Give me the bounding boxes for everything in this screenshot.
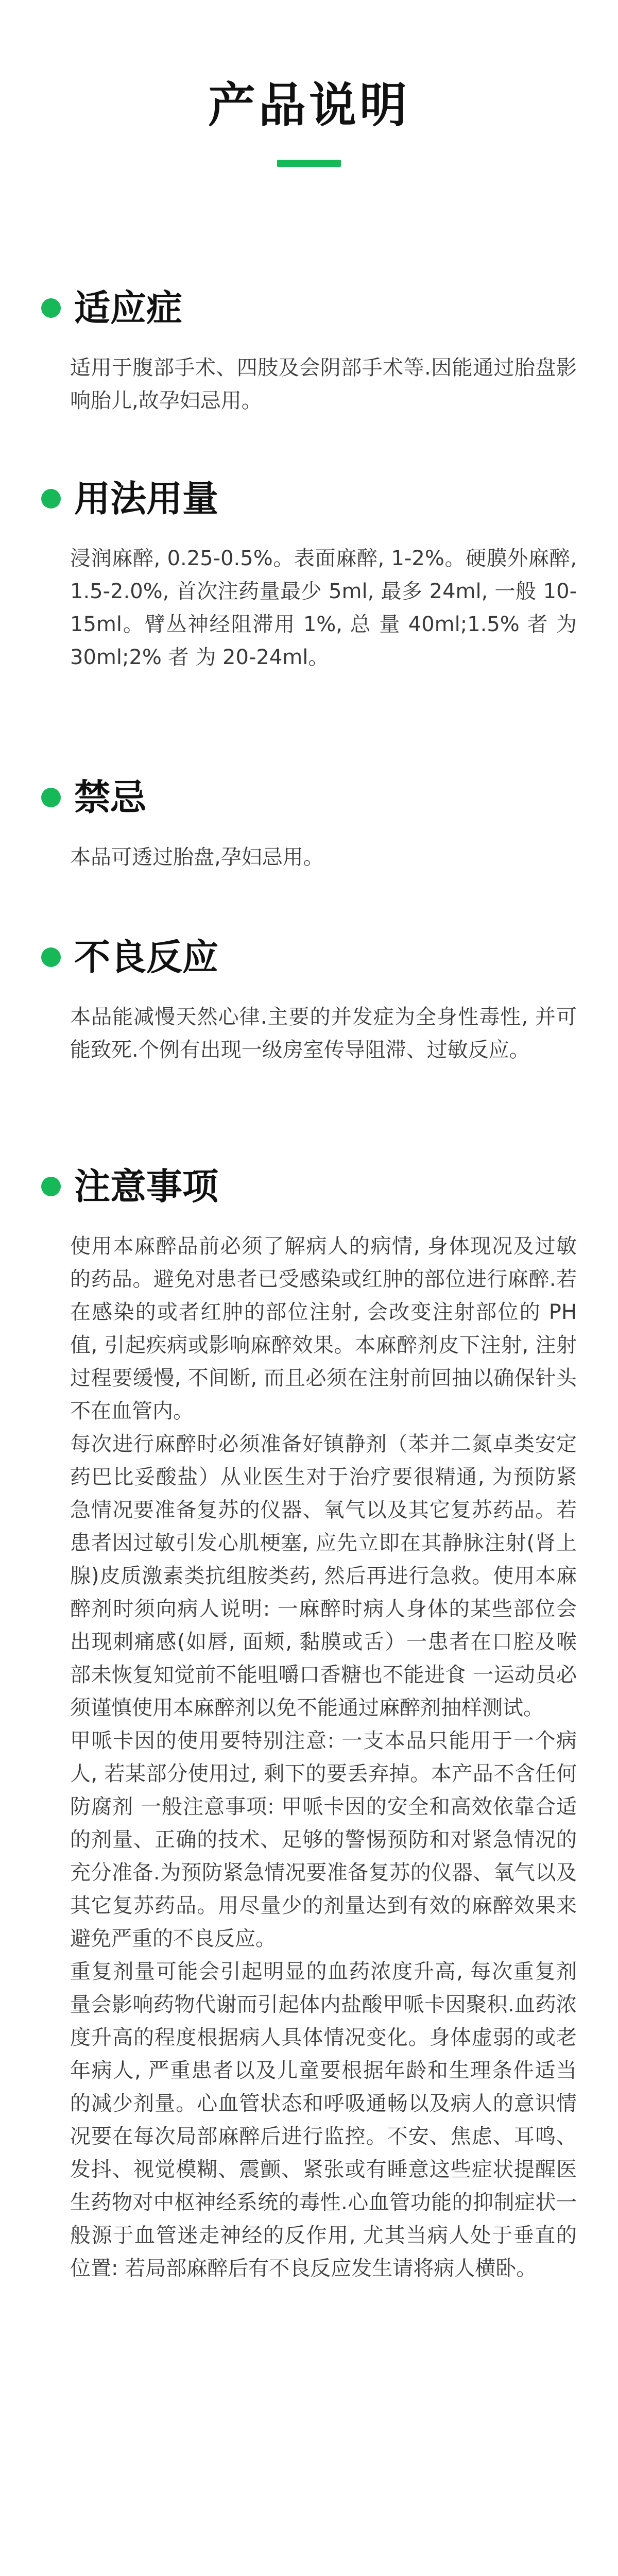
section-contraindications [41, 773, 577, 874]
paragraph: 本品可透过胎盘,孕妇忌用。 [70, 845, 324, 869]
section-adverse-reactions [41, 933, 577, 1066]
section-indications [41, 283, 577, 417]
bullet-dot-icon [41, 788, 61, 807]
paragraph: 浸润麻醉, 0.25-0.5%。表面麻醉, 1-2%。硬膜外麻醉, 1.5-2.0%, 首次注药量最少 5ml, 最多 24ml, 一般 10-15ml。臂丛神经阻滞用 1%, 总 量 40ml;1.5% 者 为 30ml;2% 者 为 20-24ml。 [70, 547, 577, 669]
section-heading [41, 1162, 577, 1211]
section-body [70, 542, 577, 674]
page-title: 产品说明 [208, 78, 410, 133]
bullet-dot-icon [41, 1177, 61, 1196]
section-heading [41, 283, 577, 333]
section-body [70, 1001, 577, 1066]
paragraph: 重复剂量可能会引起明显的血药浓度升高, 每次重复剂量会影响药物代谢而引起体内盐酸甲哌卡因聚积.血药浓度升高的程度根据病人具体情况变化。身体虚弱的或老年病人, 严重患者以及儿童要根据年龄和生理条件适当的减少剂量。心血管状态和呼吸通畅以及病人的意识情况要在每次局部麻醉后进行监控。不安、焦虑、耳鸣、发抖、视觉模糊、震颤、紧张或有睡意这些症状提醒医生药物对中枢神经系统的毒性.心血管功能的抑制症状一般源于血管迷走神经的反作用, 尤其当病人处于垂直的位置: 若局部麻醉后有不良反应发生请将病人横卧。 [70, 1960, 577, 2280]
section-precautions [41, 1162, 577, 2285]
title-underline [277, 160, 341, 167]
section-title: 禁忌 [74, 776, 146, 819]
title-block [0, 77, 618, 167]
section-title: 适应症 [74, 287, 182, 329]
paragraph: 甲哌卡因的使用要特别注意: 一支本品只能用于一个病人, 若某部分使用过, 剩下的要丢弃掉。本产品不含任何防腐剂 一般注意事项: 甲哌卡因的安全和高效依靠合适的剂量、正确的技术、足够的警惕预防和对紧急情况的充分准备.为预防紧急情况要准备复苏的仪器、氧气以及其它复苏药品。用尽量少的剂量达到有效的麻醉效果来避免严重的不良反应。 [70, 1729, 577, 1951]
section-title: 用法用量 [74, 478, 218, 520]
section-dosage [41, 474, 577, 674]
paragraph: 本品能减慢天然心律.主要的并发症为全身性毒性, 并可能致死.个例有出现一级房室传导阻滞、过敏反应。 [70, 1005, 577, 1062]
bullet-dot-icon [41, 298, 61, 318]
section-title: 不良反应 [74, 936, 218, 978]
bullet-dot-icon [41, 947, 61, 967]
section-heading [41, 474, 577, 523]
section-heading [41, 773, 577, 822]
paragraph: 适用于腹部手术、四肢及会阴部手术等.因能通过胎盘影响胎儿,故孕妇忌用。 [70, 356, 577, 413]
section-body [70, 1230, 577, 2285]
paragraph: 每次进行麻醉时必须准备好镇静剂（苯并二氮卓类安定药巴比妥酸盐）从业医生对于治疗要很精通, 为预防紧急情况要准备复苏的仪器、氧气以及其它复苏药品。若患者因过敏引发心肌梗塞, 应先立即在其静脉注射(肾上腺)皮质激素类抗组胺类药, 然后再进行急救。使用本麻醉剂时须向病人说明: 一麻醉时病人身体的某些部位会出现刺痛感(如唇, 面颊, 黏膜或舌）一患者在口腔及喉部未恢复知觉前不能咀嚼口香糖也不能进食 一运动员必须谨慎使用本麻醉剂以免不能通过麻醉剂抽样测试。 [70, 1432, 577, 1720]
section-body [70, 841, 577, 874]
paragraph: 使用本麻醉品前必须了解病人的病情, 身体现况及过敏的药品。避免对患者已受感染或红肿的部位进行麻醉.若在感染的或者红肿的部位注射, 会改变注射部位的 PH 值, 引起疾病或影响麻醉效果。本麻醉剂皮下注射, 注射过程要缓慢, 不间断, 而且必须在注射前回抽以确保针头不在血管内。 [70, 1234, 577, 1423]
section-heading [41, 933, 577, 982]
section-title: 注意事项 [74, 1165, 218, 1208]
bullet-dot-icon [41, 489, 61, 509]
section-body [70, 351, 577, 417]
